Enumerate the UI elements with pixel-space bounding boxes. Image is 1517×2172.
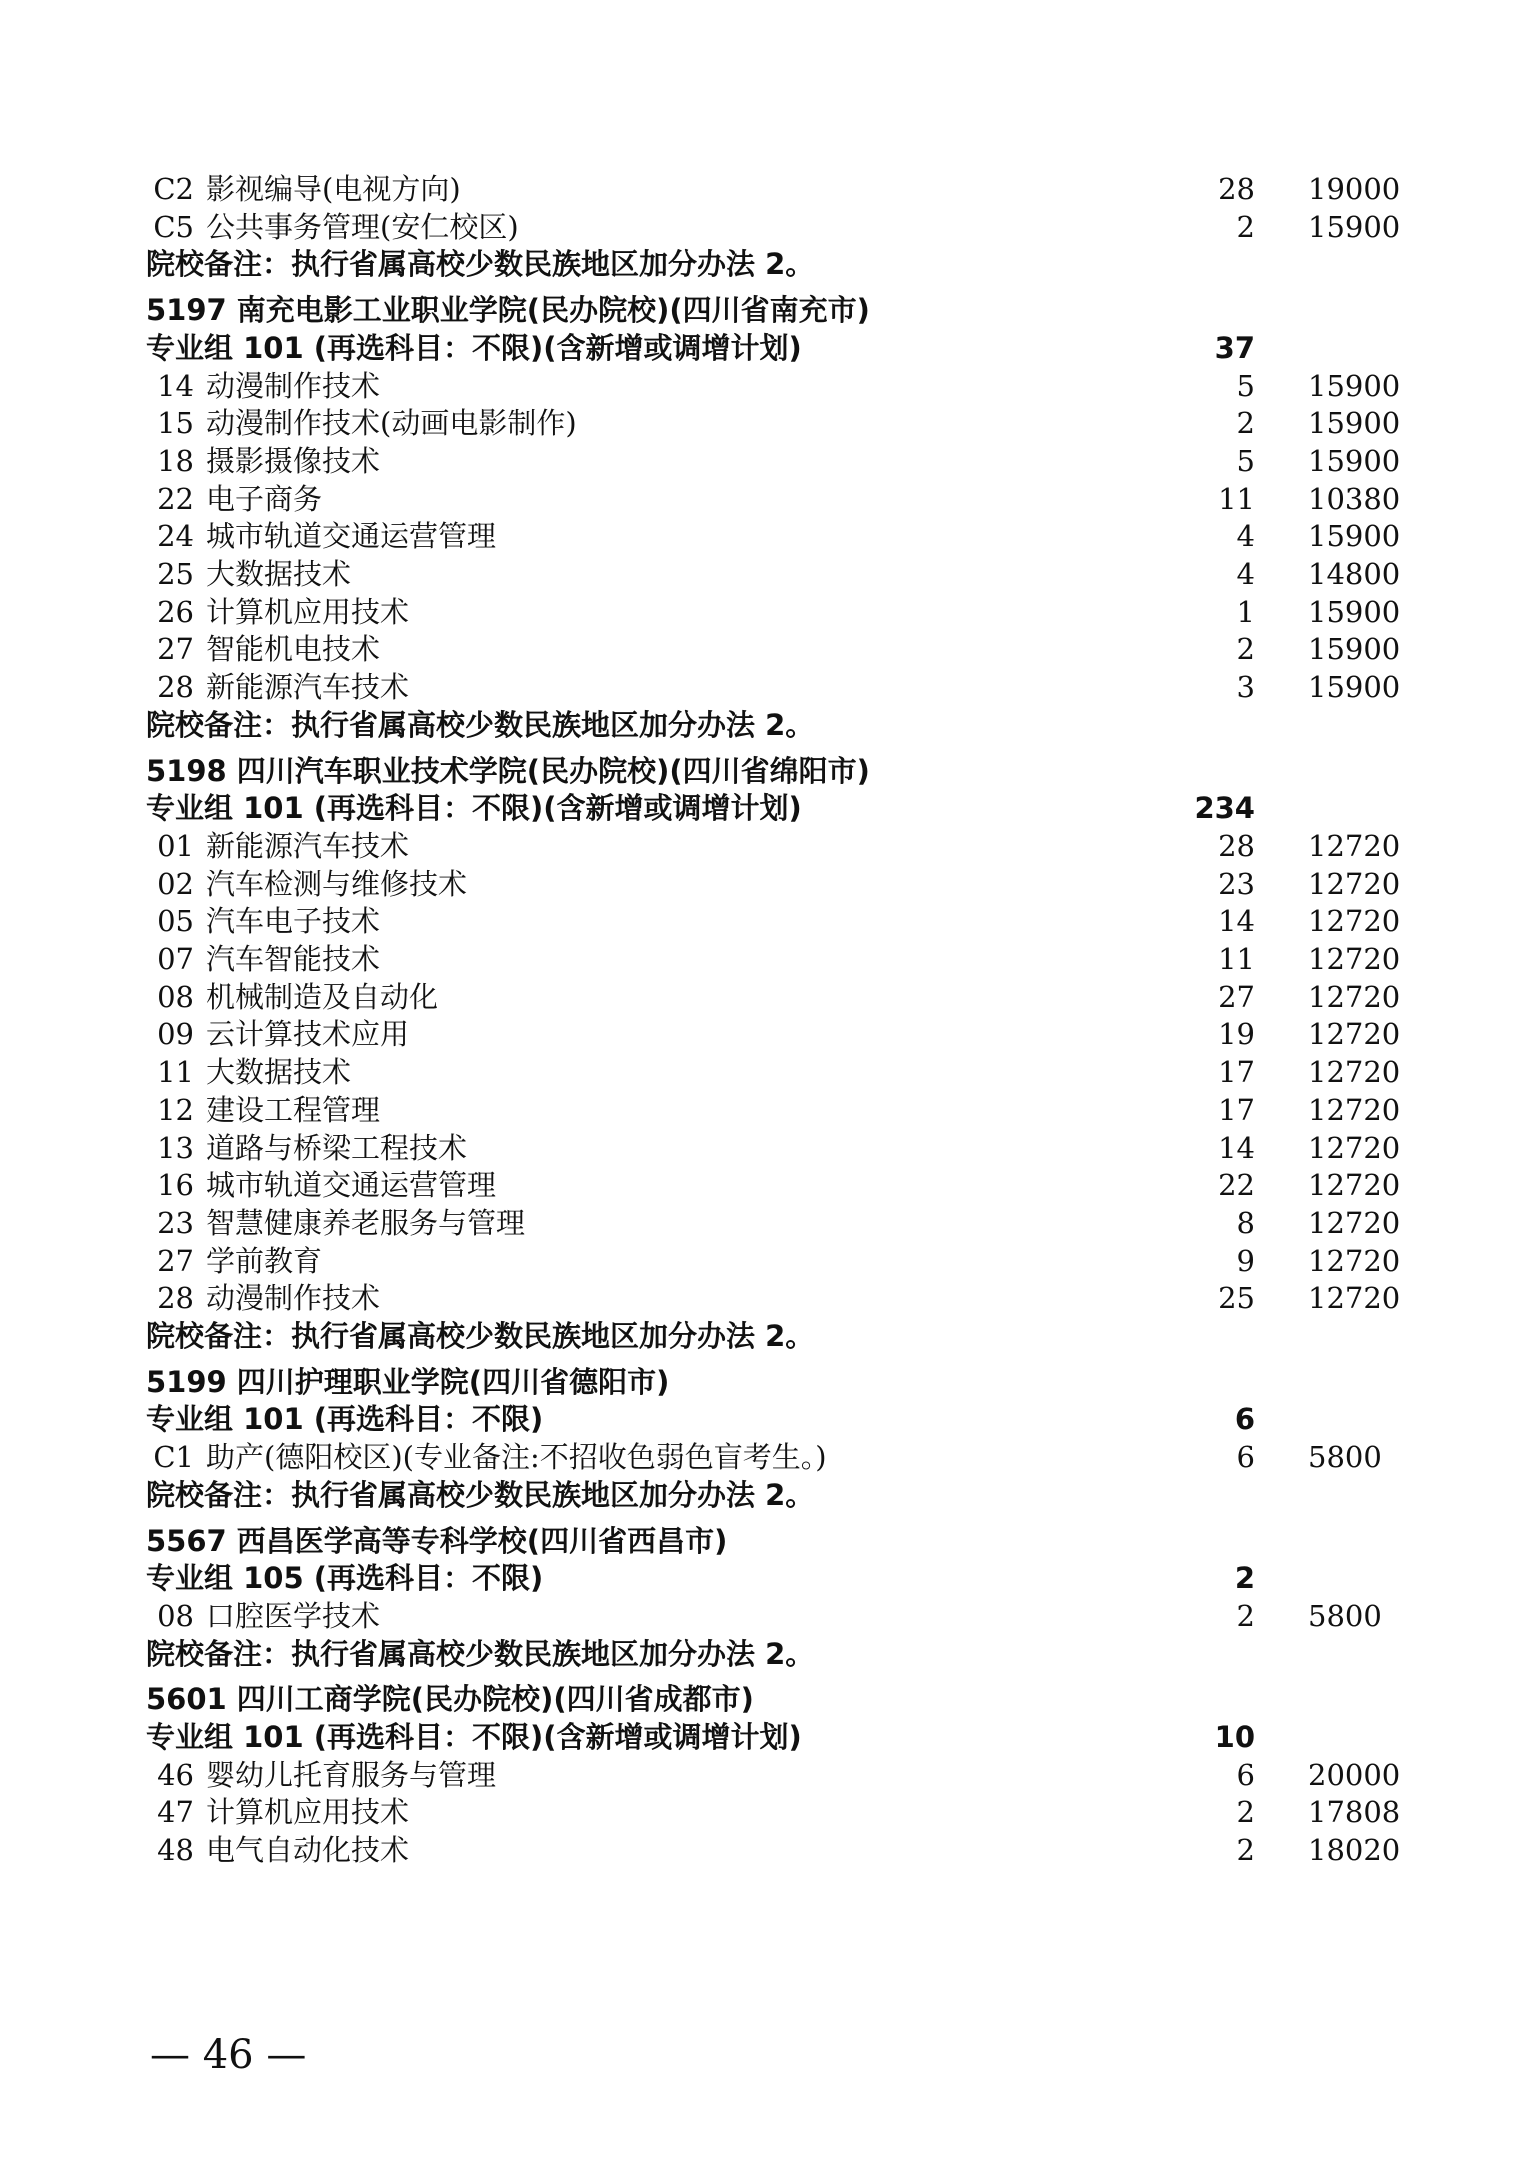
major-name: 动漫制作技术 bbox=[206, 368, 381, 403]
major-code: 18 bbox=[157, 443, 194, 478]
plan-count: 14 bbox=[1218, 1130, 1255, 1165]
major-group bbox=[0, 789, 1517, 827]
tuition-fee: 12720 bbox=[1308, 942, 1401, 976]
plan-count: 17 bbox=[1218, 1055, 1255, 1090]
major-code: 46 bbox=[157, 1757, 194, 1792]
major-code: C1 bbox=[153, 1440, 194, 1475]
tuition-fee: 12720 bbox=[1308, 1055, 1401, 1090]
major-code: 15 bbox=[157, 406, 194, 441]
major-row bbox=[0, 1166, 1517, 1204]
school-remark bbox=[0, 706, 1517, 744]
major-code: 48 bbox=[157, 1833, 194, 1868]
plan-count: 3 bbox=[1236, 670, 1255, 705]
major-code: 24 bbox=[157, 519, 194, 554]
major-name: 汽车检测与维修技术 bbox=[206, 866, 468, 901]
school-remark-text: 院校备注：执行省属高校少数民族地区加分办法 2。 bbox=[146, 247, 815, 282]
major-row bbox=[0, 480, 1517, 518]
major-row bbox=[0, 1756, 1517, 1794]
major-name: 助产(德阳校区)(专业备注:不招收色弱色盲考生。) bbox=[206, 1440, 827, 1475]
major-name: 汽车电子技术 bbox=[206, 904, 381, 939]
major-row bbox=[0, 1242, 1517, 1280]
tuition-fee: 18020 bbox=[1308, 1833, 1401, 1868]
major-code: 27 bbox=[157, 1243, 194, 1278]
plan-count: 25 bbox=[1218, 1281, 1255, 1316]
school-title: 5198 四川汽车职业技术学院(民办院校)(四川省绵阳市) bbox=[146, 753, 870, 788]
major-group bbox=[0, 329, 1517, 367]
major-code: 13 bbox=[157, 1130, 194, 1165]
plan-count: 11 bbox=[1218, 481, 1255, 516]
school-remark-text: 院校备注：执行省属高校少数民族地区加分办法 2。 bbox=[146, 1319, 815, 1353]
major-group bbox=[0, 1559, 1517, 1597]
group-count: 10 bbox=[1214, 1720, 1255, 1754]
major-row bbox=[0, 1438, 1517, 1476]
major-row bbox=[0, 902, 1517, 940]
tuition-fee: 15900 bbox=[1308, 406, 1401, 441]
major-row bbox=[0, 170, 1517, 208]
group-label: 专业组 101 (再选科目：不限)(含新增或调增计划) bbox=[146, 791, 802, 826]
major-row bbox=[0, 1793, 1517, 1831]
major-name: 公共事务管理(安仁校区) bbox=[206, 209, 519, 244]
major-name: 机械制造及自动化 bbox=[206, 979, 439, 1014]
major-name: 新能源汽车技术 bbox=[206, 828, 410, 863]
plan-count: 19 bbox=[1218, 1017, 1255, 1052]
school-remark-text: 院校备注：执行省属高校少数民族地区加分办法 2。 bbox=[146, 1477, 815, 1512]
major-code: C5 bbox=[153, 209, 194, 244]
major-name: 动漫制作技术 bbox=[206, 1281, 381, 1316]
major-row bbox=[0, 1129, 1517, 1167]
major-name: 摄影摄像技术 bbox=[206, 443, 381, 478]
plan-count: 23 bbox=[1218, 866, 1255, 901]
major-row bbox=[0, 827, 1517, 865]
school-remark bbox=[0, 1476, 1517, 1514]
plan-count: 8 bbox=[1236, 1205, 1255, 1240]
school-heading bbox=[0, 1522, 1517, 1560]
major-row bbox=[0, 1597, 1517, 1635]
plan-count: 2 bbox=[1236, 632, 1255, 667]
major-row bbox=[0, 1015, 1517, 1053]
tuition-fee: 15900 bbox=[1308, 670, 1401, 705]
plan-count: 14 bbox=[1218, 904, 1255, 939]
major-code: 02 bbox=[157, 866, 194, 901]
major-row bbox=[0, 978, 1517, 1016]
school-remark bbox=[0, 1635, 1517, 1673]
plan-count: 4 bbox=[1236, 519, 1255, 554]
plan-count: 9 bbox=[1236, 1243, 1255, 1278]
group-label: 专业组 101 (再选科目：不限) bbox=[146, 1402, 544, 1437]
major-code: 05 bbox=[157, 904, 194, 939]
plan-count: 2 bbox=[1236, 1833, 1255, 1868]
major-code: 12 bbox=[157, 1092, 194, 1127]
tuition-fee: 12720 bbox=[1308, 866, 1401, 901]
major-name: 婴幼儿托育服务与管理 bbox=[206, 1757, 497, 1792]
plan-count: 22 bbox=[1218, 1168, 1255, 1203]
tuition-fee: 12720 bbox=[1308, 979, 1401, 1014]
tuition-fee: 5800 bbox=[1308, 1440, 1382, 1475]
major-name: 城市轨道交通运营管理 bbox=[206, 1168, 497, 1203]
major-name: 新能源汽车技术 bbox=[206, 670, 410, 705]
major-name: 口腔医学技术 bbox=[206, 1598, 381, 1633]
plan-count: 5 bbox=[1236, 368, 1255, 403]
major-code: 23 bbox=[157, 1205, 194, 1240]
major-row bbox=[0, 367, 1517, 405]
tuition-fee: 12720 bbox=[1308, 828, 1401, 863]
group-label: 专业组 101 (再选科目：不限)(含新增或调增计划) bbox=[146, 1720, 802, 1754]
plan-count: 11 bbox=[1218, 942, 1255, 976]
major-name: 电子商务 bbox=[206, 481, 323, 516]
school-heading bbox=[0, 1363, 1517, 1401]
major-name: 大数据技术 bbox=[206, 557, 352, 591]
major-code: 07 bbox=[157, 942, 194, 976]
major-row bbox=[0, 668, 1517, 706]
plan-count: 17 bbox=[1218, 1092, 1255, 1127]
tuition-fee: 15900 bbox=[1308, 594, 1401, 629]
school-title: 5197 南充电影工业职业学院(民办院校)(四川省南充市) bbox=[146, 293, 870, 328]
school-heading bbox=[0, 752, 1517, 790]
major-name: 影视编导(电视方向) bbox=[206, 172, 461, 206]
major-code: C2 bbox=[153, 172, 194, 206]
tuition-fee: 15900 bbox=[1308, 443, 1401, 478]
tuition-fee: 20000 bbox=[1308, 1757, 1401, 1792]
school-title: 5199 四川护理职业学院(四川省德阳市) bbox=[146, 1364, 670, 1399]
major-row bbox=[0, 1204, 1517, 1242]
tuition-fee: 12720 bbox=[1308, 1243, 1401, 1278]
plan-count: 2 bbox=[1236, 406, 1255, 441]
major-name: 学前教育 bbox=[206, 1243, 323, 1278]
tuition-fee: 12720 bbox=[1308, 1017, 1401, 1052]
major-code: 08 bbox=[157, 1598, 194, 1633]
major-name: 计算机应用技术 bbox=[206, 594, 410, 629]
tuition-fee: 12720 bbox=[1308, 1168, 1401, 1203]
major-row bbox=[0, 593, 1517, 631]
plan-count: 2 bbox=[1236, 1795, 1255, 1830]
major-row bbox=[0, 1091, 1517, 1129]
plan-count: 4 bbox=[1236, 557, 1255, 591]
tuition-fee: 15900 bbox=[1308, 209, 1401, 244]
major-code: 08 bbox=[157, 979, 194, 1014]
major-row bbox=[0, 404, 1517, 442]
tuition-fee: 15900 bbox=[1308, 368, 1401, 403]
page-number: — 46 — bbox=[150, 2032, 307, 2078]
major-row bbox=[0, 555, 1517, 593]
tuition-fee: 15900 bbox=[1308, 519, 1401, 554]
tuition-fee: 15900 bbox=[1308, 632, 1401, 667]
tuition-fee: 5800 bbox=[1308, 1598, 1382, 1633]
major-row bbox=[0, 517, 1517, 555]
school-heading bbox=[0, 1680, 1517, 1718]
group-count: 234 bbox=[1194, 791, 1255, 826]
major-name: 智慧健康养老服务与管理 bbox=[206, 1205, 526, 1240]
plan-count: 28 bbox=[1218, 172, 1255, 206]
major-code: 47 bbox=[157, 1795, 194, 1830]
tuition-fee: 12720 bbox=[1308, 1281, 1401, 1316]
plan-count: 5 bbox=[1236, 443, 1255, 478]
school-heading bbox=[0, 291, 1517, 329]
plan-count: 6 bbox=[1236, 1757, 1255, 1792]
major-name: 云计算技术应用 bbox=[206, 1017, 410, 1052]
plan-count: 28 bbox=[1218, 828, 1255, 863]
tuition-fee: 14800 bbox=[1308, 557, 1401, 591]
tuition-fee: 12720 bbox=[1308, 1092, 1401, 1127]
tuition-fee: 12720 bbox=[1308, 904, 1401, 939]
major-code: 11 bbox=[157, 1055, 194, 1090]
major-row bbox=[0, 1279, 1517, 1317]
school-title: 5601 四川工商学院(民办院校)(四川省成都市) bbox=[146, 1682, 754, 1717]
major-row bbox=[0, 442, 1517, 480]
major-code: 01 bbox=[157, 828, 194, 863]
major-row bbox=[0, 1053, 1517, 1091]
plan-count: 2 bbox=[1236, 1598, 1255, 1633]
school-remark-text: 院校备注：执行省属高校少数民族地区加分办法 2。 bbox=[146, 1636, 815, 1671]
major-name: 计算机应用技术 bbox=[206, 1795, 410, 1830]
major-name: 建设工程管理 bbox=[206, 1092, 381, 1127]
major-code: 09 bbox=[157, 1017, 194, 1052]
plan-count: 6 bbox=[1236, 1440, 1255, 1475]
major-code: 28 bbox=[157, 1281, 194, 1316]
school-remark bbox=[0, 245, 1517, 283]
major-code: 27 bbox=[157, 632, 194, 667]
major-name: 智能机电技术 bbox=[206, 632, 381, 667]
school-title: 5567 西昌医学高等专科学校(四川省西昌市) bbox=[146, 1523, 728, 1558]
major-name: 城市轨道交通运营管理 bbox=[206, 519, 497, 554]
major-code: 26 bbox=[157, 594, 194, 629]
major-code: 25 bbox=[157, 557, 194, 591]
major-name: 大数据技术 bbox=[206, 1055, 352, 1090]
major-name: 道路与桥梁工程技术 bbox=[206, 1130, 468, 1165]
group-count: 6 bbox=[1234, 1402, 1255, 1437]
school-remark-text: 院校备注：执行省属高校少数民族地区加分办法 2。 bbox=[146, 707, 815, 742]
group-label: 专业组 101 (再选科目：不限)(含新增或调增计划) bbox=[146, 330, 802, 365]
major-row bbox=[0, 865, 1517, 903]
plan-count: 2 bbox=[1236, 209, 1255, 244]
major-row bbox=[0, 208, 1517, 246]
major-code: 16 bbox=[157, 1168, 194, 1203]
group-count: 2 bbox=[1234, 1561, 1255, 1596]
tuition-fee: 12720 bbox=[1308, 1130, 1401, 1165]
group-label: 专业组 105 (再选科目：不限) bbox=[146, 1561, 544, 1596]
tuition-fee: 10380 bbox=[1308, 481, 1401, 516]
group-count: 37 bbox=[1214, 330, 1255, 365]
major-group bbox=[0, 1400, 1517, 1438]
major-code: 14 bbox=[157, 368, 194, 403]
plan-count: 27 bbox=[1218, 979, 1255, 1014]
plan-count: 1 bbox=[1236, 594, 1255, 629]
major-code: 22 bbox=[157, 481, 194, 516]
major-row bbox=[0, 940, 1517, 978]
major-name: 动漫制作技术(动画电影制作) bbox=[206, 406, 577, 441]
tuition-fee: 19000 bbox=[1308, 172, 1401, 206]
major-row bbox=[0, 1831, 1517, 1869]
tuition-fee: 12720 bbox=[1308, 1205, 1401, 1240]
school-remark bbox=[0, 1317, 1517, 1355]
major-code: 28 bbox=[157, 670, 194, 705]
major-name: 汽车智能技术 bbox=[206, 942, 381, 976]
major-name: 电气自动化技术 bbox=[206, 1833, 410, 1868]
tuition-fee: 17808 bbox=[1308, 1795, 1401, 1830]
major-group bbox=[0, 1718, 1517, 1756]
major-row bbox=[0, 630, 1517, 668]
